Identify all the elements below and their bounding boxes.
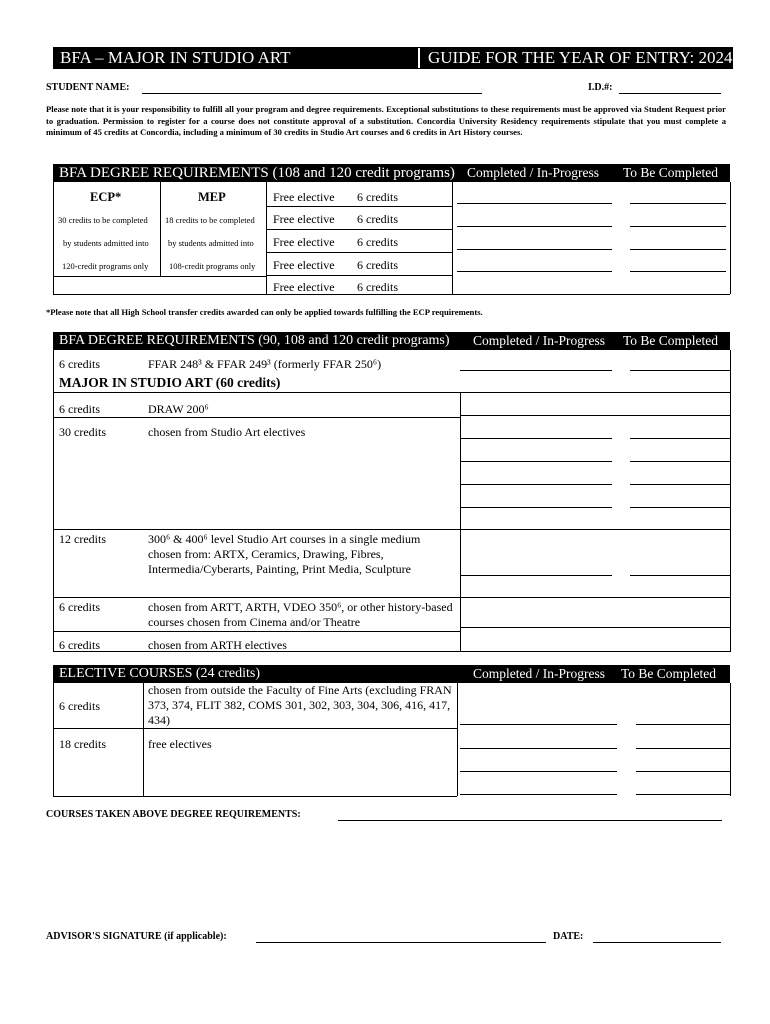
free-credits: 18 credits bbox=[59, 737, 106, 751]
completed-field[interactable] bbox=[460, 370, 612, 371]
header-bar bbox=[53, 47, 733, 69]
studio-credits: 30 credits bbox=[59, 425, 106, 439]
studio-course: chosen from Studio Art electives bbox=[148, 425, 306, 439]
draw-credits: 6 credits bbox=[59, 402, 100, 416]
completed-field[interactable] bbox=[460, 724, 617, 725]
ffar-credits: 6 credits bbox=[59, 357, 100, 371]
to-be-completed-field[interactable] bbox=[630, 575, 730, 576]
elective-course: Free elective bbox=[273, 212, 335, 226]
section1-to-be-label: To Be Completed bbox=[623, 165, 719, 180]
ecp-line: 30 credits to be completed bbox=[58, 215, 148, 225]
advisor-signature-label: ADVISOR'S SIGNATURE (if applicable): bbox=[46, 931, 227, 942]
completed-field[interactable] bbox=[460, 771, 617, 772]
mep-line: by students admitted into bbox=[168, 238, 254, 248]
to-be-completed-field[interactable] bbox=[630, 271, 726, 272]
to-be-completed-field[interactable] bbox=[630, 203, 726, 204]
date-field[interactable] bbox=[593, 942, 721, 943]
mep-header: MEP bbox=[198, 190, 226, 204]
completed-field[interactable] bbox=[460, 507, 612, 508]
mep-line: 18 credits to be completed bbox=[165, 215, 255, 225]
ffar-courses: FFAR 248³ & FFAR 249³ (formerly FFAR 250⁶) bbox=[148, 357, 382, 371]
completed-field[interactable] bbox=[457, 203, 612, 204]
to-be-completed-field[interactable] bbox=[630, 461, 730, 462]
to-be-completed-field[interactable] bbox=[630, 507, 730, 508]
completed-field[interactable] bbox=[457, 249, 612, 250]
completed-field[interactable] bbox=[457, 271, 612, 272]
to-be-completed-field[interactable] bbox=[636, 748, 730, 749]
to-be-completed-field[interactable] bbox=[630, 438, 730, 439]
elective-course: Free elective bbox=[273, 235, 335, 249]
major-title: MAJOR IN STUDIO ART (60 credits) bbox=[59, 375, 281, 390]
to-be-completed-field[interactable] bbox=[630, 249, 726, 250]
elective-credits: 6 credits bbox=[357, 258, 398, 272]
elective-credits: 6 credits bbox=[357, 212, 398, 226]
completed-field[interactable] bbox=[457, 226, 612, 227]
free-courses: free electives bbox=[148, 737, 212, 751]
section3-to-be-label: To Be Completed bbox=[621, 666, 717, 681]
elective-course: Free elective bbox=[273, 258, 335, 272]
header-left-title: BFA – MAJOR IN STUDIO ART bbox=[60, 48, 291, 67]
student-id-label: I.D.#: bbox=[588, 82, 613, 93]
section1-header bbox=[53, 164, 730, 182]
to-be-completed-field[interactable] bbox=[630, 370, 730, 371]
to-be-completed-field[interactable] bbox=[636, 724, 730, 725]
elective-credits: 6 credits bbox=[357, 280, 398, 294]
to-be-completed-field[interactable] bbox=[630, 226, 726, 227]
completed-field[interactable] bbox=[460, 575, 612, 576]
section3-completed-label: Completed / In-Progress bbox=[473, 666, 605, 681]
section3-header bbox=[53, 665, 730, 683]
ecp-line: 120-credit programs only bbox=[62, 261, 149, 271]
courses-above-field[interactable] bbox=[338, 820, 722, 821]
advisor-signature-field[interactable] bbox=[256, 942, 546, 943]
completed-field[interactable] bbox=[460, 461, 612, 462]
outside-credits: 6 credits bbox=[59, 699, 100, 713]
student-name-field[interactable] bbox=[142, 93, 482, 94]
to-be-completed-field[interactable] bbox=[636, 771, 730, 772]
section2-to-be-label: To Be Completed bbox=[623, 333, 719, 348]
history-courses: chosen from ARTT, ARTH, VDEO 350⁶, or other history-based courses chosen from Cinema and/or Theatre bbox=[148, 600, 453, 629]
arth-credits: 6 credits bbox=[59, 638, 100, 652]
elective-credits: 6 credits bbox=[357, 190, 398, 204]
ecp-header: ECP* bbox=[90, 190, 122, 204]
level-courses: 300⁶ & 400⁶ level Studio Art courses in a single medium chosen from: ARTX, Ceramics, Drawing, Fibres, Intermedia/Cyberarts, Painting, Print Media, Sculpture bbox=[148, 532, 421, 576]
completed-field[interactable] bbox=[460, 484, 612, 485]
section1-title: BFA DEGREE REQUIREMENTS (108 and 120 credit programs) bbox=[59, 165, 455, 181]
date-label: DATE: bbox=[553, 931, 584, 942]
level-credits: 12 credits bbox=[59, 532, 106, 546]
arth-courses: chosen from ARTH electives bbox=[148, 638, 287, 652]
to-be-completed-field[interactable] bbox=[636, 794, 730, 795]
header-right-title: GUIDE FOR THE YEAR OF ENTRY: 2024 bbox=[428, 48, 733, 67]
completed-field[interactable] bbox=[460, 627, 730, 628]
history-credits: 6 credits bbox=[59, 600, 100, 614]
completed-field[interactable] bbox=[460, 794, 617, 795]
student-name-label: STUDENT NAME: bbox=[46, 82, 130, 93]
section3-title: ELECTIVE COURSES (24 credits) bbox=[59, 666, 261, 681]
responsibility-notice: Please note that it is your responsibility to fulfill all your program and degree requirements. Exceptional substitutions to these requirements must be approved via Student Request prior to graduation. Permission to register for a course does not constitute approval of a substitution. Concordia University Residency requirements stipulate that you must complete a minimum of 45 credits at Concordia, including a minimum of 30 credits in Studio Art courses and 6 credits in Art History courses. bbox=[46, 104, 726, 137]
section2-header bbox=[53, 332, 730, 350]
section2-title: BFA DEGREE REQUIREMENTS (90, 108 and 120 credit programs) bbox=[59, 333, 450, 348]
completed-field[interactable] bbox=[460, 438, 612, 439]
completed-field[interactable] bbox=[460, 415, 730, 416]
courses-above-label: COURSES TAKEN ABOVE DEGREE REQUIREMENTS: bbox=[46, 809, 301, 820]
elective-course: Free elective bbox=[273, 190, 335, 204]
completed-field[interactable] bbox=[460, 748, 617, 749]
to-be-completed-field[interactable] bbox=[630, 484, 730, 485]
elective-course: Free elective bbox=[273, 280, 335, 294]
mep-line: 108-credit programs only bbox=[169, 261, 256, 271]
student-id-field[interactable] bbox=[619, 93, 721, 94]
ecp-note: *Please note that all High School transfer credits awarded can only be applied towards fulfilling the ECP requirements. bbox=[46, 307, 483, 317]
elective-credits: 6 credits bbox=[357, 235, 398, 249]
section2-completed-label: Completed / In-Progress bbox=[473, 333, 605, 348]
ecp-line: by students admitted into bbox=[63, 238, 149, 248]
outside-courses: chosen from outside the Faculty of Fine Arts (excluding FRAN 373, 374, FLIT 382, COMS 301, 302, 303, 304, 306, 416, 417, 434) bbox=[148, 683, 452, 727]
draw-course: DRAW 200⁶ bbox=[148, 402, 209, 416]
section1-completed-label: Completed / In-Progress bbox=[467, 165, 599, 180]
